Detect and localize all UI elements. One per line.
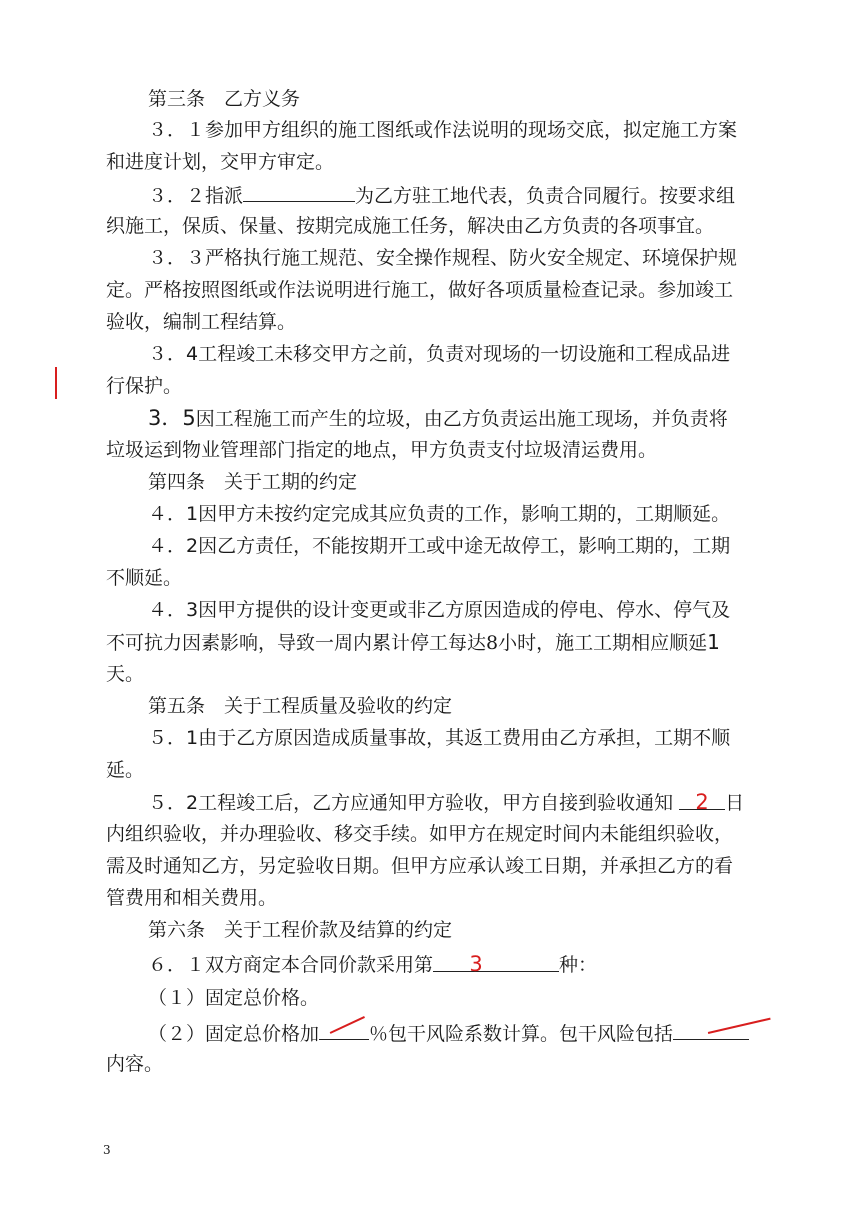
clause-3-5-number: 3．5 [148, 406, 196, 430]
clause-5-2-number: ５．2 [148, 792, 199, 814]
clause-6-1-line-1 [148, 951, 597, 978]
clause-3-2-line-1 [148, 181, 735, 209]
acceptance-days-value: 2 [695, 790, 709, 814]
clause-3-4-text: 工程竣工未移交甲方之前，负责对现场的一切设施和工程成品进 [198, 343, 731, 365]
option-1: （１）固定总价格。 [148, 987, 320, 1009]
price-method-blank[interactable] [433, 951, 559, 976]
clause-4-3-pre: 不可抗力因素影响，导致一周内累计停工每达 [106, 632, 487, 654]
clause-6-1-post: 种： [559, 954, 598, 976]
acceptance-days-blank[interactable] [679, 789, 725, 814]
clause-4-2-text: 因乙方责任，不能按期开工或中途无故停工，影响工期的，工期 [198, 535, 731, 557]
clause-3-1-line-2: 和进度计划，交甲方审定。 [106, 151, 335, 173]
clause-4-3-text: 因甲方提供的设计变更或非乙方原因造成的停电、停水、停气及 [198, 599, 731, 621]
clause-3-1-line-1: ３．１参加甲方组织的施工图纸或作法说明的现场交底，拟定施工方案 [148, 119, 738, 141]
option-2-line-1 [148, 1019, 749, 1047]
clause-6-1-pre: ６．１双方商定本合同价款采用第 [148, 954, 434, 976]
clause-3-5-line-1 [148, 405, 728, 432]
stoppage-hours-value: 8 [486, 632, 499, 654]
clause-4-1-line-1 [148, 501, 730, 527]
option-2-line-2: 内容。 [106, 1053, 164, 1075]
clause-5-1-line-1 [148, 725, 730, 751]
extension-days-value: 1 [707, 630, 720, 654]
clause-4-3-number: ４．3 [148, 599, 199, 621]
clause-5-2-line-3: 需及时通知乙方，另定验收日期。但甲方应承认竣工日期，并承担乙方的看 [106, 855, 734, 877]
clause-3-3-line-2: 定。严格按照图纸或作法说明进行施工，做好各项质量检查记录。参加竣工 [106, 279, 734, 301]
clause-3-4-number: ３．4 [148, 343, 199, 365]
article-6-heading: 第六条 关于工程价款及结算的约定 [148, 919, 453, 941]
clause-4-2-line-1 [148, 533, 730, 559]
page-number: 3 [103, 1143, 111, 1157]
clause-5-1-number: ５．1 [148, 727, 199, 749]
clause-4-2-line-2: 不顺延。 [106, 567, 183, 589]
clause-4-3-line-1 [148, 597, 730, 623]
option-2-pre: （２）固定总价格加 [148, 1023, 320, 1045]
margin-revision-mark [55, 367, 57, 399]
clause-4-3-mid: 小时，施工工期相应顺延 [498, 632, 708, 654]
clause-3-3-line-1: ３．３严格执行施工规范、安全操作规程、防火安全规定、环境保护规 [148, 247, 738, 269]
price-method-value: 3 [469, 952, 483, 976]
clause-5-2-text: 工程竣工后，乙方应通知甲方验收，甲方自接到验收通知 [198, 792, 674, 814]
article-5-heading: 第五条 关于工程质量及验收的约定 [148, 695, 453, 717]
article-4-heading: 第四条 关于工期的约定 [148, 471, 358, 493]
clause-4-2-number: ４．2 [148, 535, 199, 557]
clause-5-1-text: 由于乙方原因造成质量事故，其返工费用由乙方承担，工期不顺 [198, 727, 731, 749]
option-2-mid: ％包干风险系数计算。包干风险包括 [369, 1023, 674, 1045]
clause-5-2-line-2: 内组织验收，并办理验收、移交手续。如甲方在规定时间内未能组织验收， [106, 823, 734, 845]
clause-3-2-line-2: 织施工，保质、保量、按期完成施工任务，解决由乙方负责的各项事宜。 [106, 215, 715, 237]
clause-3-2-prefix: ３．２指派 [148, 185, 244, 207]
clause-4-3-line-2 [106, 629, 720, 656]
article-3-heading: 第三条 乙方义务 [148, 88, 301, 110]
clause-5-1-line-2: 延。 [106, 759, 145, 781]
clause-5-2-line-4: 管费用和相关费用。 [106, 887, 278, 909]
clause-3-5-text: 因工程施工而产生的垃圾，由乙方负责运出施工现场，并负责将 [195, 408, 728, 430]
clause-4-1-text: 因甲方未按约定完成其应负责的工作，影响工期的，工期顺延。 [198, 503, 731, 525]
clause-5-2-line-1 [148, 789, 744, 816]
clause-5-2-day-unit: 日 [725, 792, 745, 814]
risk-percent-blank[interactable] [319, 1019, 369, 1040]
clause-3-2-suffix: 为乙方驻工地代表，负责合同履行。按要求组 [355, 185, 736, 207]
clause-3-4-line-2: 行保护。 [106, 375, 183, 397]
site-representative-blank[interactable] [243, 181, 355, 202]
clause-3-5-line-2: 垃圾运到物业管理部门指定的地点，甲方负责支付垃圾清运费用。 [106, 439, 658, 461]
clause-3-4-line-1 [148, 341, 730, 367]
clause-4-3-line-3: 天。 [106, 663, 145, 685]
risk-content-blank[interactable] [673, 1019, 749, 1040]
clause-3-3-line-3: 验收，编制工程结算。 [106, 311, 297, 333]
clause-4-1-number: ４．1 [148, 503, 199, 525]
